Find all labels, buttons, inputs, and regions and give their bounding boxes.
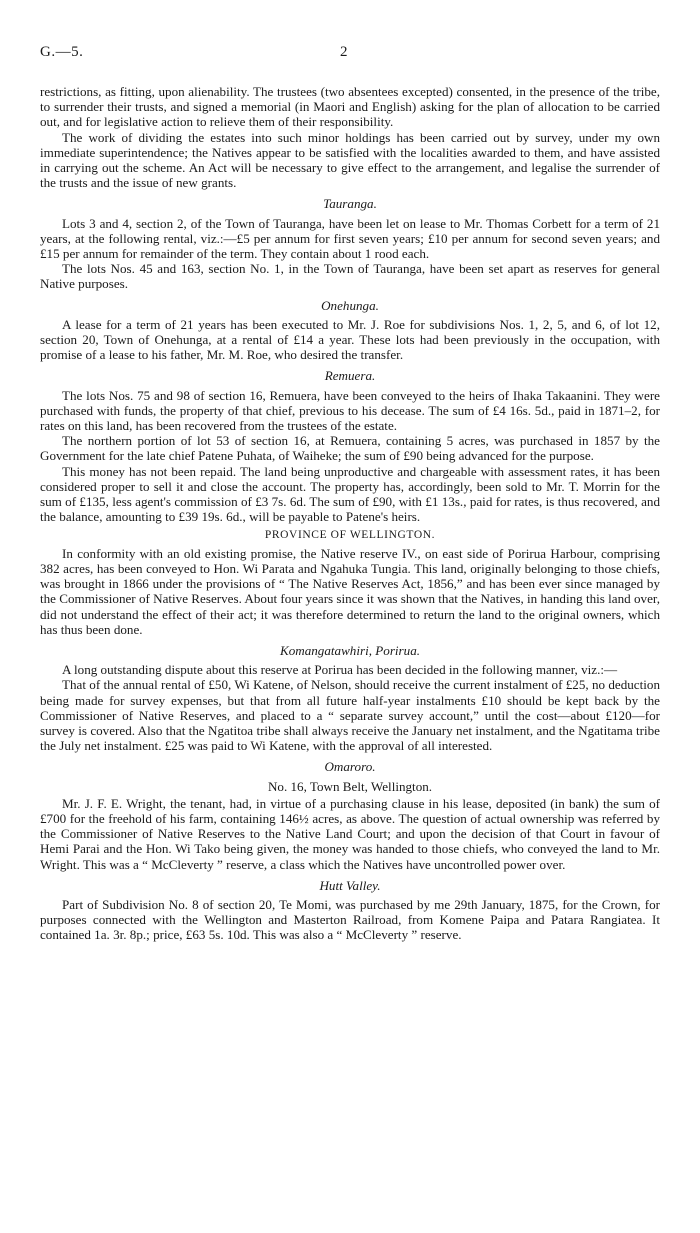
section-heading-remuera: Remuera. (324, 368, 376, 384)
paragraph: That of the annual rental of £50, Wi Katene, of Nelson, should receive the current instalment of £25, no deduction being made for survey expenses, but that from all future half-year instalments £10 should be kept back by the Commissioner of Native Reserves, and placed to a “ separate survey account,” until the cost—about £120—for survey is covered. Also that the Ngatitoa tribe shall always receive the January net instalment, and the Ngatitama tribe the July net instalment. £25 was paid to Wi Katene, with the approval of all interested. (40, 677, 660, 754)
paragraph: restrictions, as fitting, upon alienability. The trustees (two absentees excepted) consented, in the presence of the tribe, to surrender their trusts, and signed a memorial (in Maori and English) asking for the plan of allocation to be carried out, and for legislative action to relieve them of their responsibility. (40, 84, 660, 130)
paragraph: A lease for a term of 21 years has been executed to Mr. J. Roe for subdivisions Nos. 1, 2, 5, and 6, of lot 12, section 20, Town of Onehunga, at a rental of £14 a year. These lots had been previously in the occupation, with promise of a lease to his father, Mr. M. Roe, who desired the transfer. (40, 316, 660, 363)
subheading-town-belt: No. 16, Town Belt, Wellington. (267, 778, 433, 794)
paragraph: The northern portion of lot 53 of section 16, at Remuera, containing 5 acres, was purchased in 1857 by the Government for the late chief Patene Puhata, of Waiheke; the sum of £90 being advanced for the purpose. (40, 433, 660, 464)
section-heading-komangatawhiri: Komangatawhiri, Porirua. (279, 642, 421, 658)
section-heading-tauranga: Tauranga. (323, 196, 377, 212)
section-heading-hutt-valley: Hutt Valley. (319, 877, 381, 893)
paragraph: Mr. J. F. E. Wright, the tenant, had, in virtue of a purchasing clause in his lease, deposited (in bank) the sum of £700 for the freehold of his farm, containing 146½ acres, as above. The question of actual ownership was referred by the Commissioner of Native Reserves to the Native Land Court; and upon the decision of that Court in favour of Hemi Parai and the Hon. Wi Tako being given, the money was handed to those chiefs, who conveyed the land to Mr. Wright. This was a “ McCleverty ” reserve, a class which the Natives have uncontrolled power over. (40, 795, 660, 872)
paragraph: The work of dividing the estates into such minor holdings has been carried out by survey, under my own immediate superintendence; the Natives appear to be satisfied with the localities awarded to them, and have assisted in carrying out the scheme. An Act will be necessary to give effect to the arrangement, and legalise the surrender of the trusts and the issue of new grants. (40, 129, 660, 191)
section-heading-province-wellington: PROVINCE OF WELLINGTON. (264, 529, 436, 542)
paragraph: A long outstanding dispute about this reserve at Porirua has been decided in the following manner, viz.:— (62, 662, 618, 678)
document-body (40, 84, 660, 943)
paragraph: This money has not been repaid. The land being unproductive and chargeable with assessment rates, it has been considered proper to sell it and close the account. The property has, accordingly, been sold to Mr. T. Morrin for the sum of £135, less agent's commission of £3 7s. 6d. The sum of £90, with £1 13s., paid for rates, is thus recovered, and the balance, amounting to £39 19s. 6d., will be payable to Patene's heirs. (40, 463, 660, 525)
paragraph: In conformity with an old existing promise, the Native reserve IV., on east side of Porirua Harbour, comprising 382 acres, has been conveyed to Hon. Wi Parata and Ngahuka Tungia. This land, originally belonging to those chiefs, was brought in 1866 under the provisions of “ The Native Reserves Act, 1856,” and has been ever since managed by the Commissioner of Native Reserves. About four years since it was shown that the Natives, in handing this land over, did not understand the effect of their act; it was therefore determined to return the land to the original owners, which has thus been done. (40, 545, 660, 637)
section-heading-omaroro: Omaroro. (324, 759, 376, 775)
document-reference: G.—5. (40, 44, 84, 60)
page-number: 2 (340, 44, 348, 60)
paragraph: Lots 3 and 4, section 2, of the Town of Tauranga, have been let on lease to Mr. Thomas Corbett for a term of 21 years, at the following rental, viz.:—£5 per annum for first seven years; £10 per annum for second seven years; and £15 per annum for remainder of the term. They contain about 1 rood each. (40, 215, 660, 262)
paragraph: Part of Subdivision No. 8 of section 20, Te Momi, was purchased by me 29th January, 1875, for the Crown, for purposes connected with the Wellington and Masterton Railroad, from Komene Paipa and Patara Rangiatea. It contained 1a. 3r. 8p.; price, £63 5s. 10d. This was also a “ McCleverty ” reserve. (40, 896, 660, 943)
page-header (40, 44, 660, 66)
paragraph: The lots Nos. 45 and 163, section No. 1, in the Town of Tauranga, have been set apart as reserves for general Native purposes. (40, 261, 660, 292)
section-heading-onehunga: Onehunga. (321, 297, 379, 313)
paragraph: The lots Nos. 75 and 98 of section 16, Remuera, have been conveyed to the heirs of Ihaka Takaanini. They were purchased with funds, the property of that chief, previous to his decease. The sum of £4 16s. 5d., paid in 1871–2, for rates on this land, has been recovered from the trustees of the estate. (40, 387, 660, 434)
